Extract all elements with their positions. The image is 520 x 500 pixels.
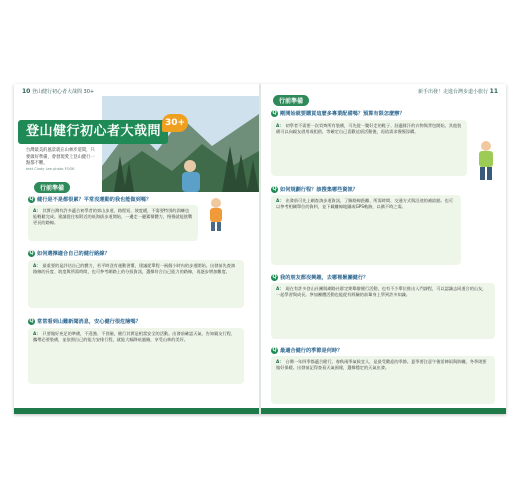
answer-1-text: 其實台灣有許多適合初學者的郊山步道，路程短、坡度緩，不需要特別的訓練也能輕鬆完成。建議從住家附近的低海拔步道開始，一邊走一邊累積體力，慢慢就能挑戰更長的路線。 bbox=[33, 208, 193, 226]
question-icon: Q bbox=[29, 250, 34, 256]
right-head-text: 新手出發！走進台灣步道小旅行 bbox=[418, 89, 489, 95]
question-3 bbox=[28, 318, 141, 325]
question-icon: Q bbox=[272, 186, 277, 192]
answer-marker: A： bbox=[33, 331, 41, 336]
question-1 bbox=[28, 196, 151, 203]
question-2 bbox=[28, 250, 110, 257]
answer-1 bbox=[28, 205, 198, 241]
title-banner bbox=[18, 120, 168, 144]
right-bottom-bar bbox=[261, 408, 506, 414]
answer-5 bbox=[271, 195, 461, 265]
answer-7-text: 台灣一年四季都適合健行，春秋兩季氣候宜人，是最受歡迎的季節。夏季要注意午後雷陣雨與防曬，冬季則要做好保暖。出發前記得查看天氣預報，選擇穩定的天氣出發。 bbox=[276, 359, 487, 371]
section-tag-right: 行前準備 bbox=[273, 95, 309, 106]
walker-illustration bbox=[473, 140, 499, 182]
left-bottom-bar bbox=[14, 408, 259, 414]
left-head-text: 登山健行初心者大哉問 30+ bbox=[31, 89, 95, 95]
question-4 bbox=[271, 110, 405, 117]
question-6 bbox=[271, 274, 368, 281]
answer-marker: A： bbox=[276, 359, 284, 364]
answer-2-text: 最重要的是評估自己的體力，若平時沒有運動習慣，建議從單程一兩個小時內的步道開始。出發前先查詢路線的長度、坡度與所需時間，也可參考網路上的分級資訊，選擇符合自己能力的路線，再逐步增加難度。 bbox=[33, 263, 236, 275]
question-1-text: 健行是不是都很累？平常沒運動的我也能做到嗎？ bbox=[37, 197, 152, 203]
question-5 bbox=[271, 186, 358, 193]
answer-marker: A： bbox=[276, 198, 284, 203]
answer-marker: A： bbox=[33, 208, 41, 213]
photo-credit: text Cindy Lee photo FOOK bbox=[26, 167, 75, 171]
magazine-spread bbox=[14, 84, 506, 414]
answer-2 bbox=[28, 260, 244, 308]
hiker-illustration bbox=[202, 196, 230, 232]
answer-4-text: 初學者不需要一次買齊所有裝備，可先從一雙好走的鞋子、舒適排汗的衣物與背包開始。其他裝備可以向親友借用或租借，等確定自己喜歡這項活動後，再依需求慢慢添購。 bbox=[276, 123, 462, 135]
answer-3-text: 只要做好充足的準備，不逞強、不冒險，健行其實是相當安全的活動。出發前確認天氣、告知親友行程、攜帶必要裝備，並依照自己的能力安排行程，就能大幅降低風險，享受山林的美好。 bbox=[33, 331, 236, 343]
left-running-head bbox=[22, 88, 94, 95]
banner-title: 登山健行初心者大哉問 bbox=[26, 124, 162, 139]
question-5-text: 如何規劃行程？該搜集哪些資訊？ bbox=[280, 187, 358, 193]
left-page bbox=[14, 84, 259, 414]
answer-marker: A： bbox=[276, 123, 284, 128]
question-6-text: 我的朋友都沒興趣，去哪裡揪團健行？ bbox=[280, 275, 369, 281]
answer-6 bbox=[271, 283, 495, 339]
question-7-text: 最適合健行的季節是何時？ bbox=[280, 348, 343, 354]
answer-marker: A： bbox=[33, 263, 41, 268]
question-icon: Q bbox=[272, 347, 277, 353]
intro-text: 台灣最美的風景就在山林步道間，只要做好準備，會發現愛上登山健行一點都不難。 bbox=[26, 148, 95, 166]
left-page-number: 10 bbox=[22, 88, 31, 95]
answer-7 bbox=[271, 356, 495, 404]
answer-5-text: 出發前可先上網查詢步道資訊，了解路線距離、所需時間、交通方式與沿途的補給點。也可以參考相關單位的資料，並下載離線地圖或GPS軌跡，以備不時之需。 bbox=[276, 198, 453, 210]
question-2-text: 如何選擇適合自己的健行路線？ bbox=[37, 251, 110, 257]
question-4-text: 剛開始就要購買這麼多專業配備嗎？預算有限怎麼辦？ bbox=[280, 111, 405, 117]
answer-6-text: 現在有許多登山社團與網路社群定期舉辦健行活動，也有不少單位推出入門課程，可以認識志同道合的山友，一起學習與成長。參加團體活動也能從有經驗的前輩身上學到許多知識。 bbox=[276, 286, 487, 298]
right-page-number: 11 bbox=[489, 88, 498, 95]
question-3-text: 常常看到山難新聞消息，安心健行很危險嗎？ bbox=[37, 319, 141, 325]
right-page bbox=[261, 84, 506, 414]
question-7 bbox=[271, 347, 342, 354]
answer-marker: A： bbox=[276, 286, 284, 291]
right-running-head bbox=[418, 88, 498, 95]
question-icon: Q bbox=[29, 196, 34, 202]
answer-4 bbox=[271, 120, 467, 176]
question-icon: Q bbox=[29, 318, 34, 324]
question-icon: Q bbox=[272, 274, 277, 280]
count-badge: 30+ bbox=[162, 114, 188, 132]
answer-3 bbox=[28, 328, 244, 384]
question-icon: Q bbox=[272, 110, 277, 116]
mountain-photo bbox=[102, 96, 259, 192]
section-tag-left: 行前準備 bbox=[34, 182, 70, 193]
